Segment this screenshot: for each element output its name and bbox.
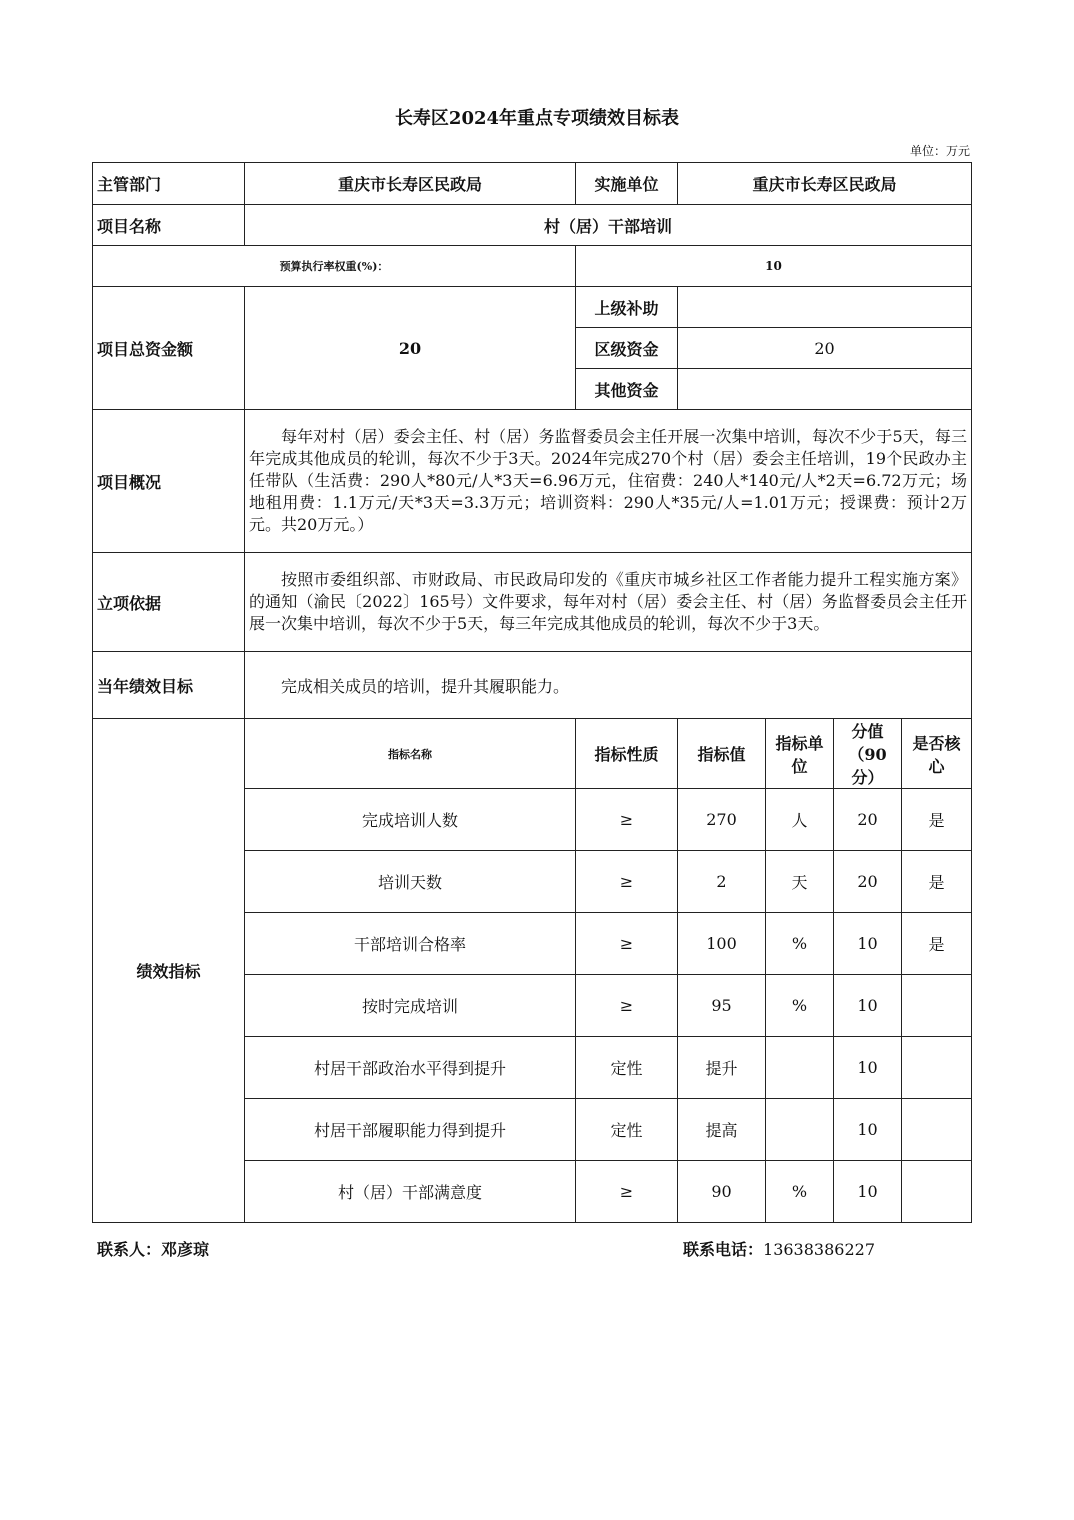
indicator-header-name: 指标名称 <box>245 719 576 789</box>
indicator-core <box>902 1099 972 1161</box>
indicator-score: 10 <box>834 1099 902 1161</box>
basis-label: 立项依据 <box>93 553 245 652</box>
unit-label: 单位：万元 <box>909 144 970 158</box>
indicator-name: 干部培训合格率 <box>245 913 576 975</box>
indicator-header-nature: 指标性质 <box>576 719 678 789</box>
indicator-name: 村居干部履职能力得到提升 <box>245 1099 576 1161</box>
overview-text: 每年对村（居）委会主任、村（居）务监督委员会主任开展一次集中培训，每次不少于5天，每三年完成其他成员的轮训，每次不少于3天。2024年完成270个村（居）委会主任培训，19个民政办主任带队（生活费：290人*80元/人*3天=6.96万元，住宿费：240人*140元/人*2天=6.72万元；场地租用费：1.1万元/天*3天=3.3万元；培训资料：290人*35元/人=1.01万元；授课费：预计2万元。共20万元。） <box>245 410 972 553</box>
performance-target-table <box>92 162 972 1223</box>
indicator-name: 村（居）干部满意度 <box>245 1161 576 1223</box>
indicator-nature: 定性 <box>576 1099 678 1161</box>
indicator-nature: ≥ <box>576 913 678 975</box>
indicator-nature: ≥ <box>576 975 678 1037</box>
contact-person: 联系人：邓彦琼 <box>97 1240 210 1259</box>
indicator-name: 村居干部政治水平得到提升 <box>245 1037 576 1099</box>
indicator-core <box>902 1161 972 1223</box>
indicator-core: 是 <box>902 789 972 851</box>
goal-text: 完成相关成员的培训，提升其履职能力。 <box>245 652 972 719</box>
indicator-core <box>902 1037 972 1099</box>
project-label: 项目名称 <box>93 205 245 246</box>
indicator-nature: ≥ <box>576 1161 678 1223</box>
indicator-value: 270 <box>678 789 766 851</box>
indicator-name: 培训天数 <box>245 851 576 913</box>
indicator-header-core: 是否核心 <box>902 719 972 789</box>
indicator-unit: 天 <box>766 851 834 913</box>
impl-value: 重庆市长寿区民政局 <box>678 163 972 205</box>
indicators-section-label: 绩效指标 <box>93 719 245 1223</box>
indicator-value: 提升 <box>678 1037 766 1099</box>
basis-text: 按照市委组织部、市财政局、市民政局印发的《重庆市城乡社区工作者能力提升工程实施方案》的通知（渝民〔2022〕165号）文件要求，每年对村（居）委会主任、村（居）务监督委员会主任开展一次集中培训，每次不少于5天，每三年完成其他成员的轮训，每次不少于3天。 <box>245 553 972 652</box>
indicator-score: 10 <box>834 975 902 1037</box>
indicator-score: 20 <box>834 789 902 851</box>
contact-phone <box>683 1237 875 1260</box>
indicator-unit <box>766 1099 834 1161</box>
indicator-score: 10 <box>834 1037 902 1099</box>
budget-weight-value: 10 <box>576 246 972 287</box>
indicator-nature: ≥ <box>576 851 678 913</box>
page-title: 长寿区2024年重点专项绩效目标表 <box>394 108 680 129</box>
total-funds-value: 20 <box>245 287 576 410</box>
project-value: 村（居）干部培训 <box>245 205 972 246</box>
indicator-value: 90 <box>678 1161 766 1223</box>
fund-value-district: 20 <box>678 328 972 369</box>
indicator-unit <box>766 1037 834 1099</box>
dept-value: 重庆市长寿区民政局 <box>245 163 576 205</box>
indicator-unit: % <box>766 913 834 975</box>
fund-value-superior <box>678 287 972 328</box>
indicator-value: 提高 <box>678 1099 766 1161</box>
indicator-unit: 人 <box>766 789 834 851</box>
indicator-value: 95 <box>678 975 766 1037</box>
contact-phone-label: 联系电话： <box>683 1240 764 1259</box>
indicator-nature: ≥ <box>576 789 678 851</box>
indicator-name: 按时完成培训 <box>245 975 576 1037</box>
indicator-score: 10 <box>834 913 902 975</box>
indicator-score: 10 <box>834 1161 902 1223</box>
goal-label: 当年绩效目标 <box>93 652 245 719</box>
indicator-score: 20 <box>834 851 902 913</box>
indicator-core <box>902 975 972 1037</box>
budget-weight-label: 预算执行率权重(%)： <box>93 246 576 287</box>
contact-phone-value: 13638386227 <box>763 1240 875 1259</box>
fund-label-other: 其他资金 <box>576 369 678 410</box>
indicator-header-score: 分值（90分） <box>834 719 902 789</box>
indicator-unit: % <box>766 1161 834 1223</box>
indicator-value: 2 <box>678 851 766 913</box>
indicator-nature: 定性 <box>576 1037 678 1099</box>
indicator-header-value: 指标值 <box>678 719 766 789</box>
overview-label: 项目概况 <box>93 410 245 553</box>
indicator-value: 100 <box>678 913 766 975</box>
fund-label-superior: 上级补助 <box>576 287 678 328</box>
indicator-core: 是 <box>902 913 972 975</box>
indicator-unit: % <box>766 975 834 1037</box>
dept-label: 主管部门 <box>93 163 245 205</box>
total-funds-label: 项目总资金额 <box>93 287 245 410</box>
indicator-header-unit: 指标单位 <box>766 719 834 789</box>
indicator-core: 是 <box>902 851 972 913</box>
impl-label: 实施单位 <box>576 163 678 205</box>
fund-label-district: 区级资金 <box>576 328 678 369</box>
indicator-name: 完成培训人数 <box>245 789 576 851</box>
fund-value-other <box>678 369 972 410</box>
